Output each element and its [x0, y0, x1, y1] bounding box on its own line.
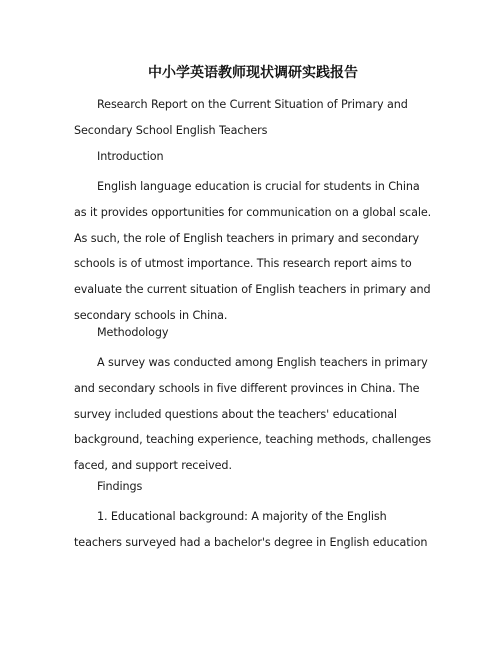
report-english-title: Research Report on the Current Situation of Primary and Secondary School English Teachers [74, 98, 408, 137]
document-title: 中小学英语教师现状调研实践报告 [148, 65, 358, 81]
methodology-paragraph: A survey was conducted among English teachers in primary and secondary schools in five different provinces in China. The survey included questions about the teachers' educational background, teaching experience, teaching methods, challenges faced, and support received. [74, 356, 431, 473]
section-heading-introduction: Introduction [97, 150, 164, 163]
section-heading-findings: Findings [97, 480, 143, 493]
introduction-paragraph: English language education is crucial for students in China as it provides opportunities for communication on a global scale. As such, the role of English teachers in primary and secondary schools is of utmost importance. This research report aims to evaluate the current situation of English teachers in primary and secondary schools in China. [74, 180, 432, 322]
findings-item-1: 1. Educational background: A majority of the English teachers surveyed had a bachelor's degree in English education [74, 510, 428, 549]
section-heading-methodology: Methodology [97, 326, 169, 339]
